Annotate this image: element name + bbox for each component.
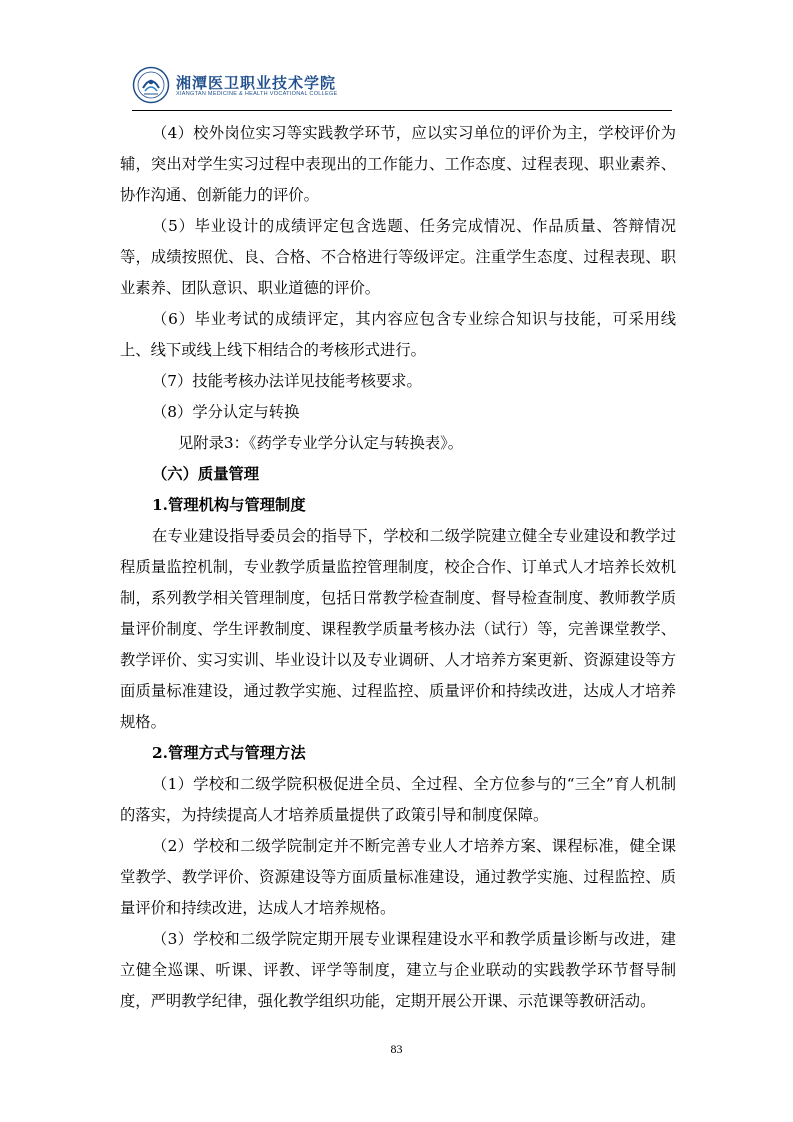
college-name: 湘潭医卫职业技术学院 xyxy=(176,74,337,92)
paragraph-method-2: （2）学校和二级学院制定并不断完善专业人才培养方案、课程标准，健全课堂教学、教学评价、资源建设等方面质量标准建设，通过教学实施、过程监控、质量评价和持续改进，达成人才培养规格。 xyxy=(120,837,676,917)
college-english-name: XIANGTAN MEDICINE & HEALTH VOCATIONAL COLLEGE xyxy=(176,91,338,97)
subsection-heading-1: 1.管理机构与管理制度 xyxy=(152,496,306,514)
paragraph-method-3: （3）学校和二级学院定期开展专业课程建设水平和教学质量诊断与改进，建立健全巡课、听课、评教、评学等制度，建立与企业联动的实践教学环节督导制度，严明教学纪律，强化教学组织功能，定期开展公开课、示范课等教研活动。 xyxy=(120,930,676,1010)
appendix-reference: 见附录3：《药学专业学分认定与转换表》。 xyxy=(178,434,464,452)
page-header xyxy=(132,66,672,112)
section-heading: （六）质量管理 xyxy=(152,465,260,483)
header-divider xyxy=(132,110,672,111)
paragraph-item-6: （6）毕业考试的成绩评定，其内容应包含专业综合知识与技能，可采用线上、线下或线上线下相结合的考核形式进行。 xyxy=(120,310,676,359)
paragraph-item-8: （8）学分认定与转换 xyxy=(152,403,300,421)
paragraph-item-4: （4）校外岗位实习等实践教学环节，应以实习单位的评价为主，学校评价为辅，突出对学生实习过程中表现出的工作能力、工作态度、过程表现、职业素养、协作沟通、创新能力的评价。 xyxy=(120,124,676,204)
document-body xyxy=(120,118,676,1017)
paragraph-item-5: （5）毕业设计的成绩评定包含选题、任务完成情况、作品质量、答辩情况等，成绩按照优、良、合格、不合格进行等级评定。注重学生态度、过程表现、职业素养、团队意识、职业道德的评价。 xyxy=(120,217,676,297)
subsection-heading-2: 2.管理方式与管理方法 xyxy=(152,744,306,762)
paragraph-management-system: 在专业建设指导委员会的指导下，学校和二级学院建立健全专业建设和教学过程质量监控机制，专业教学质量监控管理制度，校企合作、订单式人才培养长效机制，系列教学相关管理制度，包括日常教学检查制度、督导检查制度、教师教学质量评价制度、学生评教制度、课程教学质量考核办法（试行）等，完善课堂教学、教学评价、实习实训、毕业设计以及专业调研、人才培养方案更新、资源建设等方面质量标准建设，通过教学实施、过程监控、质量评价和持续改进，达成人才培养规格。 xyxy=(120,527,676,731)
page-number: 83 xyxy=(390,1042,403,1056)
paragraph-method-1: （1）学校和二级学院积极促进全员、全过程、全方位参与的“三全”育人机制的落实，为持续提高人才培养质量提供了政策引导和制度保障。 xyxy=(120,775,676,824)
paragraph-item-7: （7）技能考核办法详见技能考核要求。 xyxy=(152,372,422,390)
college-emblem-icon xyxy=(132,66,170,104)
